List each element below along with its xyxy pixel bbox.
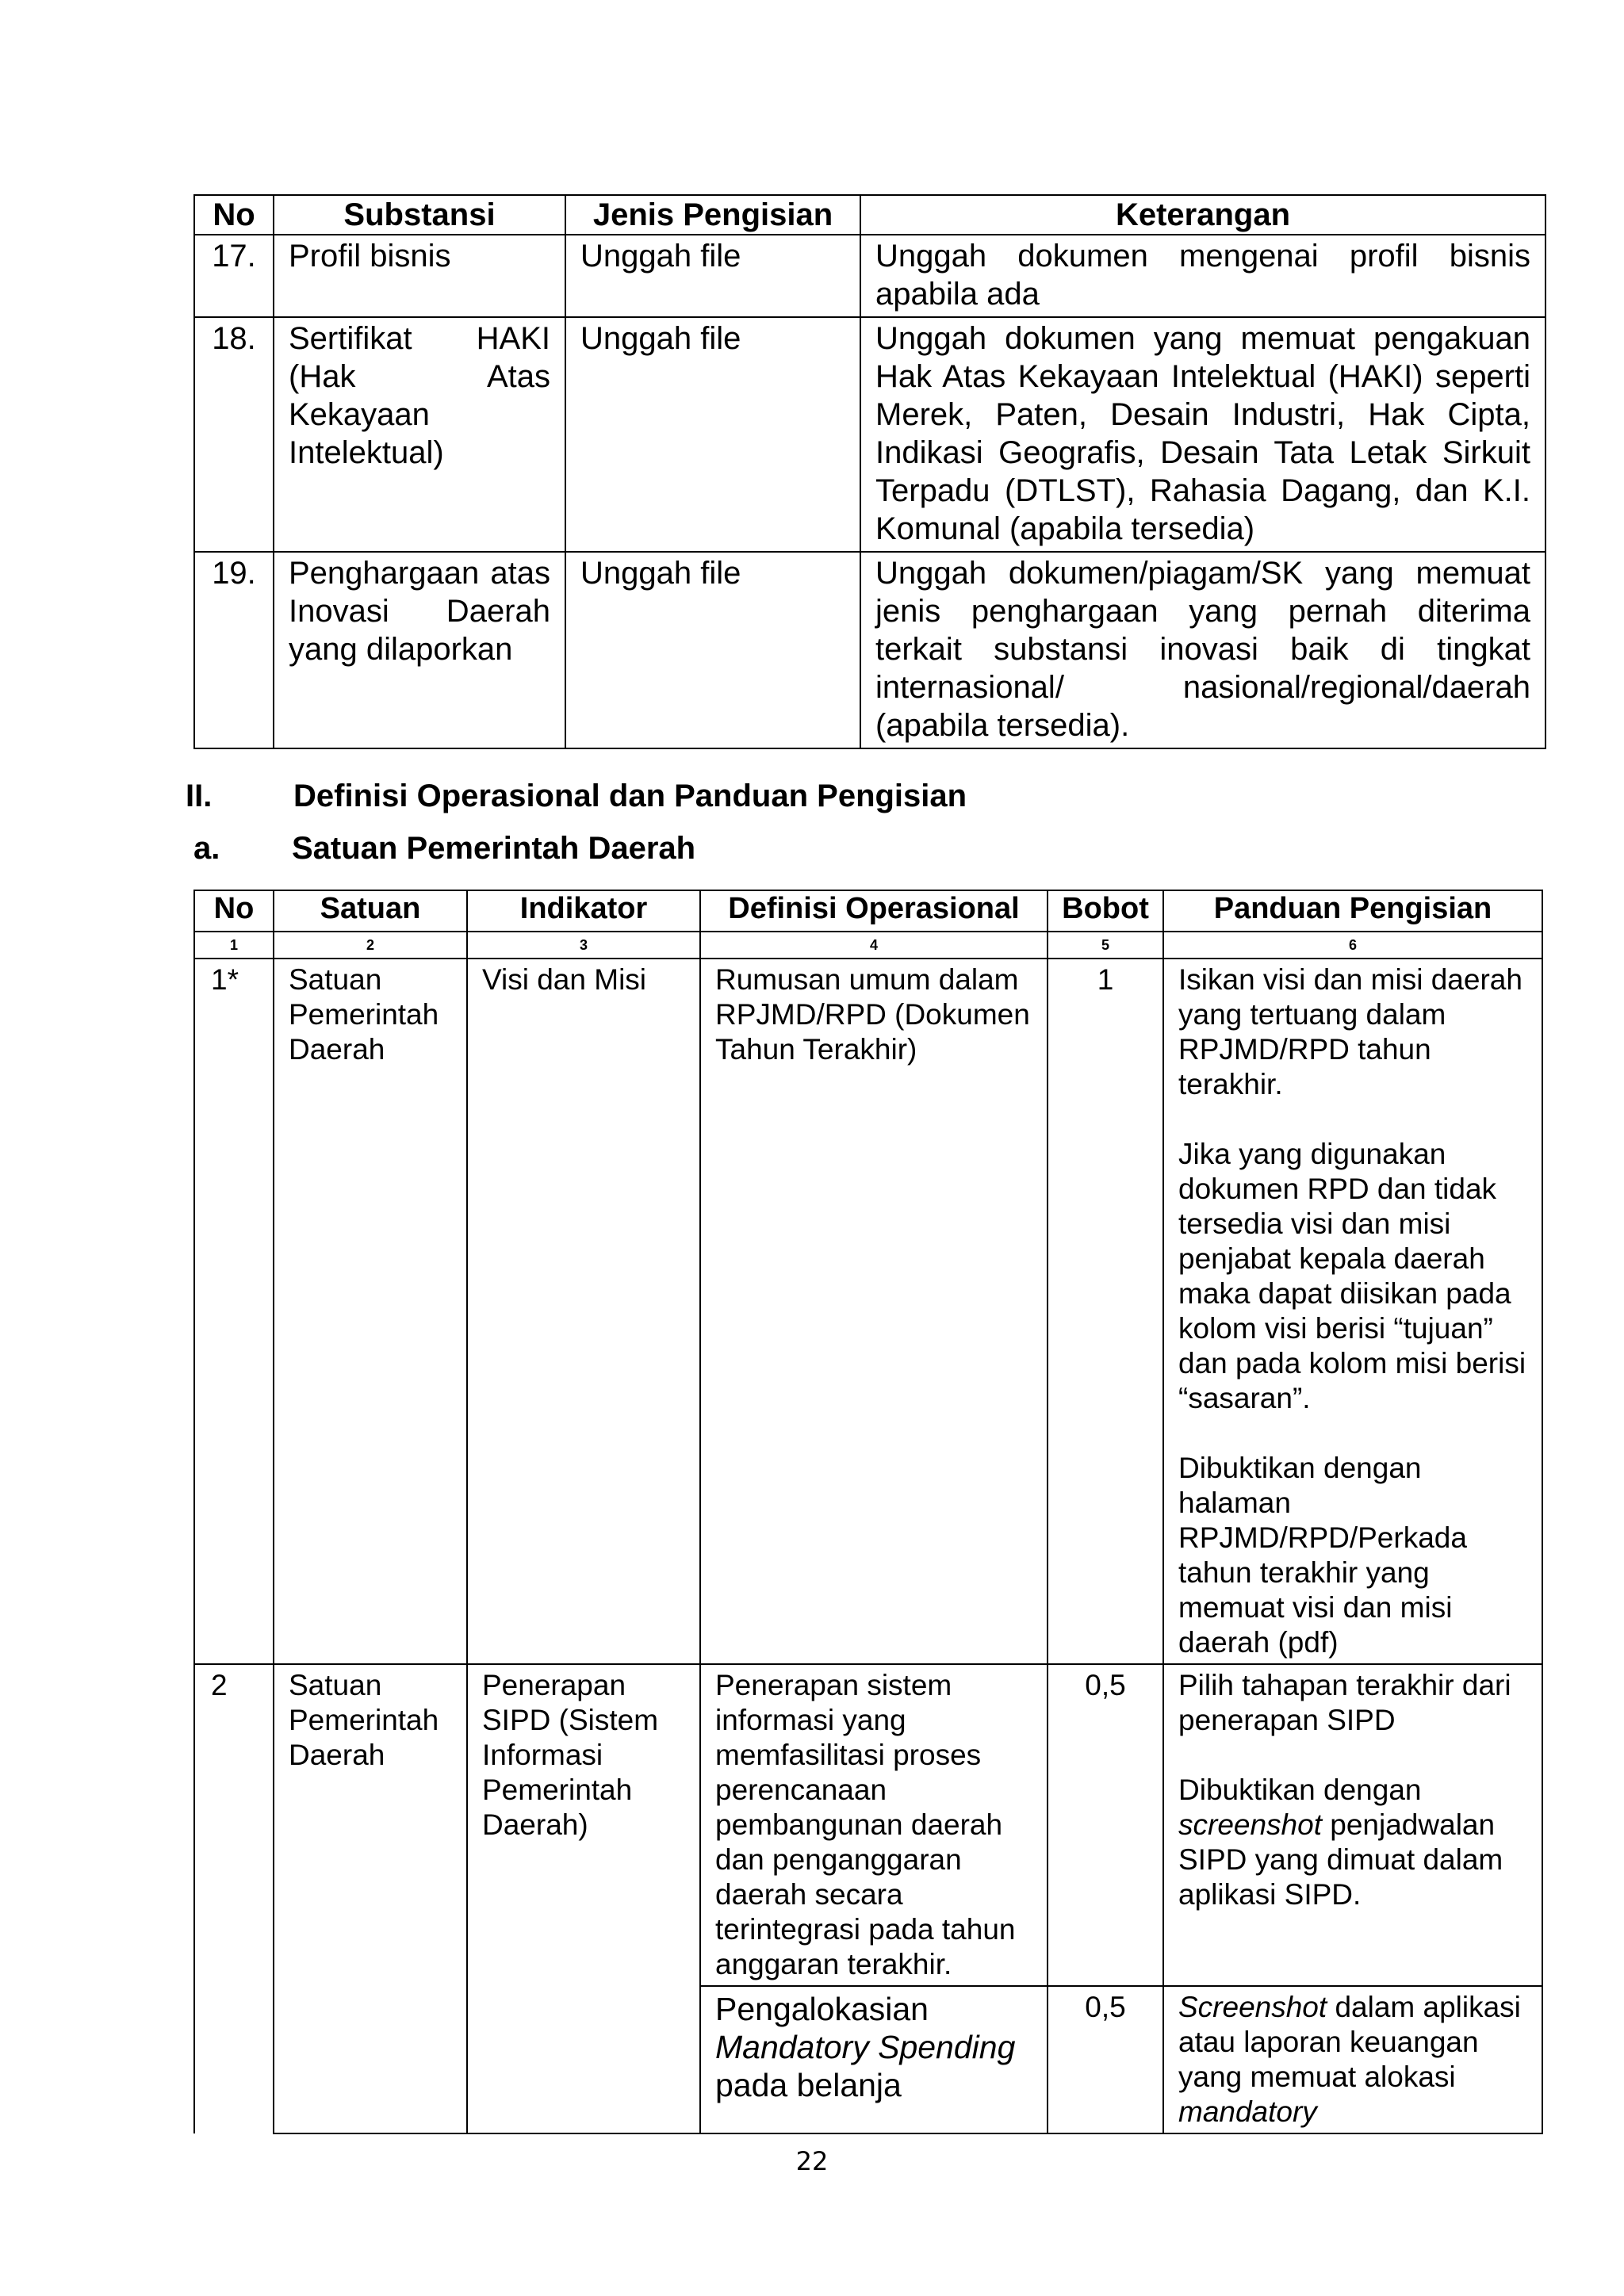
header-satuan: Satuan	[274, 890, 467, 932]
row-keterangan: Unggah dokumen mengenai profil bisnis apabila ada	[860, 235, 1545, 317]
row-bobot: 0,5	[1048, 1986, 1163, 2133]
row-satuan: Satuan Pemerintah Daerah	[274, 1664, 467, 2133]
column-number: 1	[194, 932, 274, 959]
row-substansi: Penghargaan atas Inovasi Daerah yang dilaporkan	[274, 552, 565, 748]
table-row	[194, 1664, 1542, 1986]
row-substansi: Profil bisnis	[274, 235, 565, 317]
subsection-title: Satuan Pemerintah Daerah	[292, 831, 696, 866]
column-number: 5	[1048, 932, 1163, 959]
row-no: 2	[194, 1664, 274, 2133]
substansi-table	[193, 194, 1546, 749]
subsection-letter: a.	[193, 831, 220, 866]
row-panduan	[1163, 1664, 1542, 1986]
text-span: pada belanja	[715, 2067, 902, 2103]
section-number: II.	[186, 779, 213, 813]
header-jenis-pengisian: Jenis Pengisian	[565, 195, 860, 235]
row-panduan	[1163, 959, 1542, 1664]
row-keterangan: Unggah dokumen/piagam/SK yang memuat jenis penghargaan yang pernah diterima terkait substansi inovasi baik di tingkat internasional/ nasional/regional/daerah (apabila tersedia).	[860, 552, 1545, 748]
text-span: Dibuktikan dengan	[1178, 1774, 1422, 1806]
row-no: 19.	[194, 552, 274, 748]
header-no: No	[194, 890, 274, 932]
table-row	[194, 317, 1545, 552]
table-row	[194, 552, 1545, 748]
text-span: dalam aplikasi atau laporan keuangan yang memuat alokasi	[1178, 1991, 1521, 2093]
row-no: 17.	[194, 235, 274, 317]
panduan-paragraph	[1178, 1773, 1527, 1912]
row-bobot: 1	[1048, 959, 1163, 1664]
row-indikator: Visi dan Misi	[467, 959, 700, 1664]
column-number: 4	[700, 932, 1048, 959]
row-panduan	[1163, 1986, 1542, 2133]
italic-text: mandatory	[1178, 2095, 1317, 2128]
page-number: 22	[795, 2146, 829, 2176]
row-jenis: Unggah file	[565, 235, 860, 317]
header-definisi-operasional: Definisi Operasional	[700, 890, 1048, 932]
italic-text: Screenshot	[1178, 1991, 1327, 2023]
definisi-table	[193, 890, 1543, 2134]
table-row	[194, 235, 1545, 317]
italic-text: screenshot	[1178, 1808, 1322, 1841]
row-definisi: Penerapan sistem informasi yang memfasilitasi proses perencanaan pembangunan daerah dan penganggaran daerah secara terintegrasi pada tahun anggaran terakhir.	[700, 1664, 1048, 1986]
header-no: No	[194, 195, 274, 235]
table-row	[194, 959, 1542, 1664]
row-satuan: Satuan Pemerintah Daerah	[274, 959, 467, 1664]
row-indikator: Penerapan SIPD (Sistem Informasi Pemerintah Daerah)	[467, 1664, 700, 2133]
row-definisi	[700, 1986, 1048, 2133]
table-header-row	[194, 890, 1542, 932]
panduan-paragraph: Pilih tahapan terakhir dari penerapan SIPD	[1178, 1669, 1511, 1736]
panduan-paragraph: Jika yang digunakan dokumen RPD dan tidak tersedia visi dan misi penjabat kepala daerah maka dapat diisikan pada kolom visi berisi “tujuan” dan pada kolom misi berisi “sasaran”.	[1178, 1138, 1526, 1414]
panduan-paragraph: Isikan visi dan misi daerah yang tertuang dalam RPJMD/RPD tahun terakhir.	[1178, 963, 1522, 1100]
table-header-row	[194, 195, 1545, 235]
column-number: 2	[274, 932, 467, 959]
header-keterangan: Keterangan	[860, 195, 1545, 235]
row-substansi: Sertifikat HAKI (Hak Atas Kekayaan Intelektual)	[274, 317, 565, 552]
header-substansi: Substansi	[274, 195, 565, 235]
header-panduan-pengisian: Panduan Pengisian	[1163, 890, 1542, 932]
text-span: Pengalokasian	[715, 1991, 929, 2027]
row-no: 18.	[194, 317, 274, 552]
row-no: 1*	[194, 959, 274, 1664]
row-definisi: Rumusan umum dalam RPJMD/RPD (Dokumen Tahun Terakhir)	[700, 959, 1048, 1664]
section-title: Definisi Operasional dan Panduan Pengisian	[293, 779, 967, 813]
panduan-paragraph: Dibuktikan dengan halaman RPJMD/RPD/Perkada tahun terakhir yang memuat visi dan misi daerah (pdf)	[1178, 1452, 1467, 1659]
header-indikator: Indikator	[467, 890, 700, 932]
column-number: 6	[1163, 932, 1542, 959]
header-bobot: Bobot	[1048, 890, 1163, 932]
row-bobot: 0,5	[1048, 1664, 1163, 1986]
row-jenis: Unggah file	[565, 552, 860, 748]
column-number-row	[194, 932, 1542, 959]
column-number: 3	[467, 932, 700, 959]
text-span: penjadwalan SIPD yang dimuat dalam aplikasi SIPD.	[1178, 1808, 1503, 1911]
italic-text: Mandatory Spending	[715, 2029, 1016, 2065]
row-keterangan: Unggah dokumen yang memuat pengakuan Hak Atas Kekayaan Intelektual (HAKI) seperti Merek, Paten, Desain Industri, Hak Cipta, Indikasi Geografis, Desain Tata Letak Sirkuit Terpadu (DTLST), Rahasia Dagang, dan K.I. Komunal (apabila tersedia)	[860, 317, 1545, 552]
row-jenis: Unggah file	[565, 317, 860, 552]
